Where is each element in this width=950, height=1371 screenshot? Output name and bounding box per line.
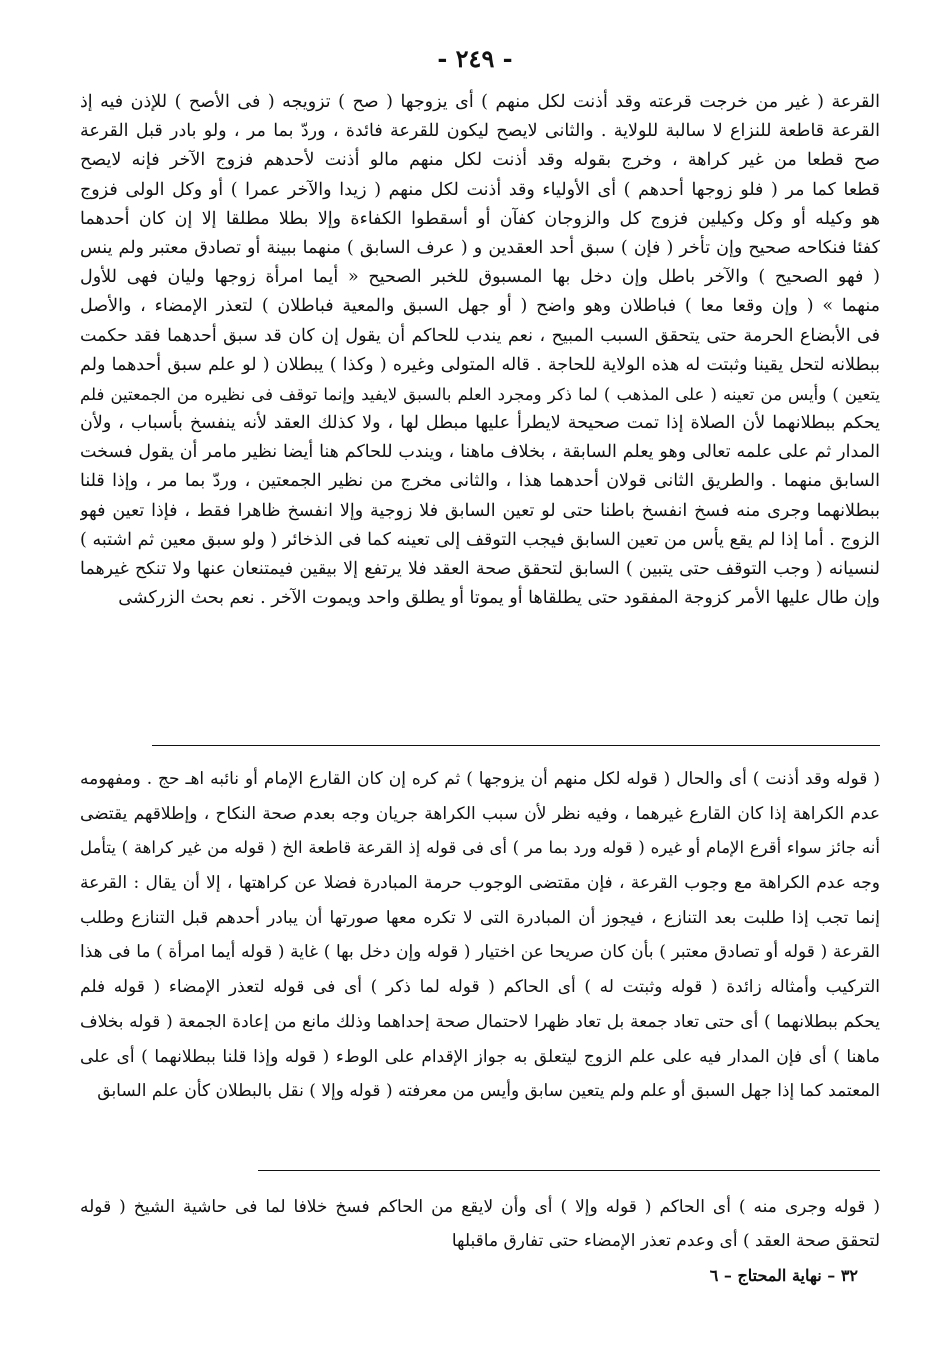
main-text-line: هو وكيله أو وكل وكيلين فزوج كل والزوجان كفآن أو أسقطوا الكفاءة وإلا بطلا مطلقا إلا إن كان أحدهما: [80, 208, 880, 229]
main-text-line: الزوج . أما إذا لم يقع يأس من تعين السابق فيجب التوقف إلى تعينه كما فى الذخائر ( ولو سبق معين ثم اشتبه ): [80, 529, 880, 550]
main-text-line: وإن طال عليها الأمر كزوجة المفقود حتى يطلقاها أو يموتا أو يطلق واحد ويموت الآخر . نعم بحث الزركشى: [118, 588, 880, 609]
main-text-line: صح قطعا من غير كراهة ، وخرج بقوله وقد أذنت لكل منهم مالو أذنت لأحدهم فزوج الآخر فإنه لايصح: [80, 150, 880, 171]
main-text-line: قطعا كما مر ( فلو زوجها أحدهم ) أى الأولياء وقد أذنت لكل منهم ( زيدا والآخر عمرا ) أو وكل الولى فزوج: [80, 179, 880, 200]
main-text-line: ( فهو الصحيح ) والآخر باطل وإن دخل بها المسبوق للخبر الصحيح « أيما امرأة زوجها وليان فهى للأول: [80, 267, 880, 288]
main-text-line: منهما » ( وإن وقعا معا ) فباطلان وهو واضح ( أو جهل السبق والمعية فباطلان ) لتعذر الإمضاء ، والأصل: [80, 296, 880, 317]
footer-signature: ٣٢ – نهاية المحتاج – ٦: [709, 1266, 858, 1285]
commentary-line: ( قوله وقد أذنت ) أى والحال ( قوله لكل منهم أن يزوجها ) ثم كره إن كان القارع الإمام أو نائبه اهـ حج . ومفهومه: [80, 769, 880, 789]
main-text-line: المدار ثم على علمه تعالى وهو يعلم السابقة ، بخلاف ماهنا ، ويندب للحاكم هنا أيضا نظير مامر أن يقول فسخت: [80, 442, 880, 463]
main-text-line: ببطلانهما وجرى منه فسخ انفسخ باطنا حتى لو تعين السابق فلا زوجية وإلا انفسخ ظاهرا فقط ، فإذا تعين فهو: [80, 500, 880, 521]
commentary-line: وجه عدم الكراهة مع وجوب القرعة ، فإن مقتضى الوجوب حرمة المبادرة فضلا عن كراهتها ، إلا أن يقال : القرعة: [80, 873, 880, 894]
commentary-block-2: [80, 1190, 880, 1258]
commentary-2-line: لتحقق صحة العقد ) أى وعدم تعذر الإمضاء حتى تفارق ماقبلها: [451, 1231, 880, 1251]
commentary-line: القرعة ( قوله أو تصادق معتبر ) بأن كان صريحا عن اختيار ( قوله وإن دخل بها ) غاية ( قوله أيما امرأة ) ما فى هذا: [80, 942, 880, 963]
commentary-line: ماهنا ) أى فإن المدار فيه على علم الزوج ليتعلق به جواز الإقدام على الوطء ( قوله وإذا قلنا ببطلانهما ) أى على: [80, 1046, 880, 1067]
main-text-line: يتعين ) وأيس من تعينه ( على المذهب ) لما ذكر ومجرد العلم بالسبق لايفيد وإنما توقف فى نظيره من الجمعتين فلم: [80, 384, 880, 404]
main-text-line: يحكم ببطلانهما لأن الصلاة إذا تمت صحيحة لايطرأ عليها مبطل لها ، ولا كذلك العقد لأنه ينفسخ بأسباب ، ولأن: [80, 413, 880, 434]
main-text-line: فى الأبضاع الحرمة حتى يتحقق السبب المبيح ، نعم يندب للحاكم أن يقول إن كان قد سبق أحدهما فقد حكمت: [80, 325, 880, 346]
main-text-line: لنسيانه ( وجب التوقف حتى يتبين ) السابق لتحقق صحة العقد فلا يرتفع إلا بيقين فيمتنعان عنها ولا تنكح غيرهما: [80, 559, 880, 579]
commentary-line: المعتمد كما إذا جهل السبق أو علم ولم يتعين سابق وأيس من معرفته ( قوله وإلا ) نقل بالبطلان كأن علم السابق: [97, 1081, 880, 1102]
commentary-line: يحكم ببطلانهما ) أى حتى تعاد جمعة بل تعاد ظهرا لاحتمال صحة إحداهما وذلك مانع من إعادة الجمعة ( قوله بخلاف: [80, 1011, 880, 1032]
commentary-line: أنه جائز سواء أقرع الإمام أو غيره ( قوله ورد بما مر ) أى فى قوله إذ القرعة قاطعة الخ ( قوله من غير كراهة ) يتأمل: [80, 838, 880, 858]
page-number: - ٢٤٩ -: [437, 44, 513, 73]
commentary-line: التركيب وأمثاله زائدة ( قوله وثبتت له ) أى الحاكم ( قوله لما ذكر ) أى فى قوله لتعذر الإمضاء ( قوله فلم: [80, 977, 880, 998]
commentary-line: عدم الكراهة إذا كان القارع غيرهما ، وفيه نظر لأن سبب الكراهة جريان وجه بعدم صحة النكاح ، وإطلاقهم يقتضى: [80, 803, 880, 824]
commentary-block: [80, 762, 880, 1109]
main-text-line: كفئا فنكاحه صحيح وإن تأخر ( فإن ) سبق أحد العقدين و ( عرف السابق ) منهما ببينة أو تصادق معتبر ولم ينس: [80, 237, 880, 258]
main-text-body: [80, 88, 880, 613]
commentary-2-line: ( قوله وجرى منه ) أى الحاكم ( قوله وإلا ) أى وأن لايقع من الحاكم فسخ خلافا لما فى حاشية الشيخ ( قوله: [80, 1197, 880, 1217]
section-divider: [152, 745, 880, 746]
main-text-line: القرعة قاطعة للنزاع لا سالبة للولاية . والثانى لايصح ليكون للقرعة فائدة ، وردّ بما مر ، ولو بادر قبل القرعة: [80, 121, 880, 142]
main-text-line: السابق منهما . والطريق الثانى قولان أحدهما هذا ، والثانى مخرج من نظير الجمعتين ، وردّ بما مر ، وإذا قلنا: [80, 471, 880, 492]
section-divider: [258, 1170, 880, 1171]
main-text-line: القرعة ( غير من خرجت قرعته وقد أذنت لكل منهم ) أى يزوجها ( صح ) تزويجه ( فى الأصح ) للإذن فيه إذ: [80, 92, 880, 112]
commentary-line: إنما تجب إذا طلبت بعد التنازع ، فيجوز أن المبادرة التى لا تكره معها صورتها أن يبادر أحدهم قبل التنازع وطلب: [80, 907, 880, 928]
main-text-line: ببطلانه لتحل يقينا وثبتت له هذه الولاية للحاجة . قاله المتولى وغيره ( وكذا ) يبطلان ( لو علم سبق أحدهما ولم: [80, 354, 880, 375]
